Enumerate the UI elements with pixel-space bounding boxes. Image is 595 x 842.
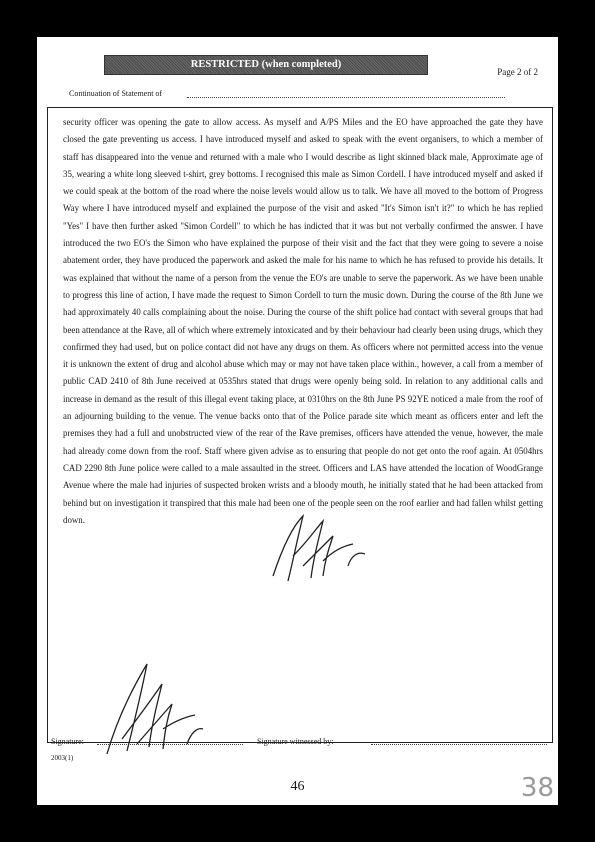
signature-label: Signature: [51,737,84,746]
inline-signature [263,506,373,586]
statement-page [37,37,558,805]
continuation-name-line [187,97,505,98]
continuation-label: Continuation of Statement of [69,89,163,98]
statement-body: security officer was opening the gate to allow access. As myself and A/PS Miles and the EO have approached the gate they have closed the gate preventing us access. I have introduced myself and asked to speak with the event organisers, to which a member of staff has disappeared into the venue and returned with a male who I would describe as light skinned black male, Approximate age of 35, wearing a white long sleeved t-shirt, grey bottoms. I recognised this male as Simon Cordell. I have introduced myself and asked if we could speak at the bottom of the road where the noise levels would allow us to talk. We have all moved to the bottom of Progress Way where I have introduced myself and explained the purpose of the visit and asked "It's Simon isn't it?" to which he has replied "Yes" I have then further asked "Simon Cordell" to which he has indicted that it was but not verbally confirmed the answer. I have introduced the two EO's the Simon who have explained the purpose of their visit and the fact that they were going to severe a noise abatement order, they have produced the paperwork and asked the male for his name to which he has refused to provide his details. It was explained that without the name of a person from the venue the EO's are unable to serve the paperwork. As we have been unable to progress this line of action, I have made the request to Simon Cordell to turn the music down. During the course of the 8th June we had approximately 40 calls complaining about the noise. During the course of the shift police had contact with several groups that had been attendance at the Rave, all of which where extremely intoxicated and by their behaviour had clearly been using drugs, which they confirmed they had used, but on police contact did not have any drugs on them. As officers where not permitted access into the venue it is unknown the extent of drug and alcohol abuse which may or may not have taken place within., however, a call from a member of public CAD 2410 of 8th June received at 0535hrs stated that drugs were openly being sold. In relation to any additional calls and increase in demand as the result of this illegal event taking place, at 0310hrs on the 8th June PS 92YE noticed a male from the roof of an adjourning building to the venue. The venue backs onto that of the Police parade site which meant as officers enter and left the premises they had a full and unobstructed view of the rear of the Rave premises, officers have attended the venue, however, the male had already come down from the roof. Staff where given advise as to ensuring that people do not get onto the roof again. At 0504hrs CAD 2290 8th June police were called to a male assaulted in the street. Officers and LAS have attended the location of WoodGrange Avenue where the male had injuries of suspected broken wrists and a bloody mouth, he initially stated that he had been attacked from behind but on investigation it transpired that this male had been one of the people seen on the roof earlier and had fallen whilst getting down. [63,117,543,525]
banner-text: RESTRICTED (when completed) [190,59,342,70]
handwritten-number: 38 [520,773,554,803]
witness-line [371,744,547,745]
witness-label: Signature witnessed by: [257,737,334,746]
form-code: 2003(1) [51,754,74,762]
footer-signature [97,659,207,759]
page-number: Page 2 of 2 [497,67,538,77]
restricted-banner [104,55,428,75]
statement-box [47,107,553,743]
folio-number: 46 [290,779,305,794]
